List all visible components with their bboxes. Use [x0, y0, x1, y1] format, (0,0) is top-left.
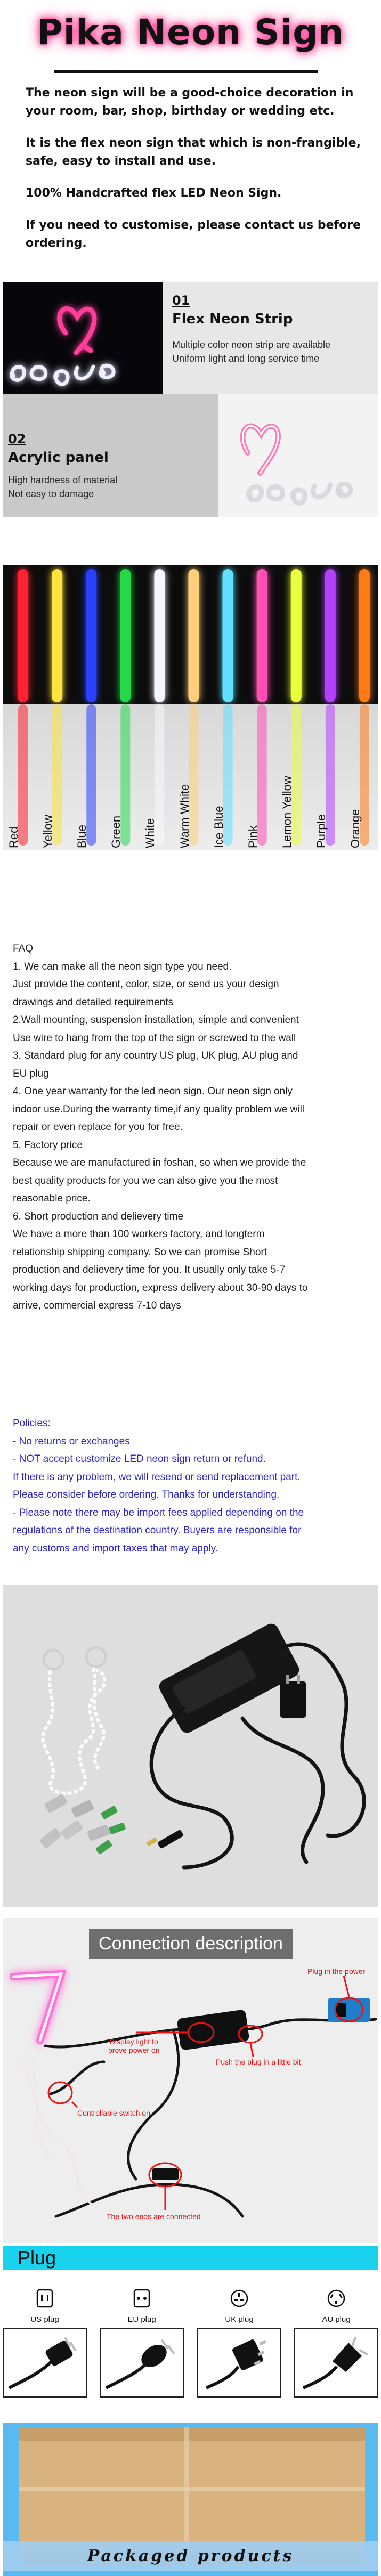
page-title: Pika Neon Sign [37, 12, 344, 53]
intro-paragraph: 100% Handcrafted flex LED Neon Sign. [26, 186, 282, 200]
color-label: Warm White [177, 784, 191, 848]
lit-strip [223, 569, 233, 702]
faq-line: arrive, commercial express 7-10 days [13, 1300, 181, 1311]
policy-line: - NOT accept customize LED neon sign return or refund. [13, 1453, 266, 1465]
plug-label: US plug [30, 2315, 59, 2324]
annotation-controllable-switch: Controllable switch on [77, 2109, 150, 2117]
plug-eu [100, 2286, 184, 2403]
feature-flex-neon-strip [3, 282, 378, 394]
acrylic-panel-photo [218, 394, 378, 517]
faq-line: 6. Short production and delievery time [13, 1210, 184, 1222]
feature-number: 01 [172, 293, 190, 308]
annotation-plug-in: Plug in the power [307, 1967, 366, 1976]
plug-heading-bar [3, 2246, 378, 2270]
annotation-display-light: Display light to prove power on [108, 2037, 160, 2054]
faq-line: reasonable price. [13, 1193, 91, 1204]
policy-line: - Please note there may be import fees applied depending on the [13, 1507, 304, 1518]
intro-paragraph: It is the flex neon sign that which is non-frangible, safe, easy to install and use. [26, 136, 361, 168]
color-label: Ice Blue [212, 806, 225, 848]
faq-line: production and delievery time for you. It usually only take 5-7 [13, 1264, 286, 1275]
color-label: White [143, 818, 157, 848]
faq-line: Just provide the content, color, size, or send us your design [13, 979, 279, 990]
policies-heading: Policies: [13, 1418, 51, 1429]
faq-line: working days for production, express delivery about 30-90 days to [13, 1282, 308, 1294]
feature-text [8, 432, 210, 501]
connection-title: Connection description [89, 1929, 293, 1959]
feature-acrylic-panel [3, 394, 378, 517]
policy-line: any customs and import taxes that may apply. [13, 1542, 218, 1554]
lit-strip [86, 569, 96, 702]
title-underline [54, 70, 318, 73]
lit-strip [189, 569, 199, 702]
faq-section [13, 940, 370, 1315]
lit-strip [291, 569, 302, 702]
plug-label: UK plug [225, 2315, 254, 2324]
unlit-strip [257, 704, 267, 846]
accessories-photo [3, 1585, 378, 1907]
feature-description [8, 473, 210, 501]
faq-line: We have a more than 100 workers factory, and longterm [13, 1229, 265, 1240]
feature-title: Flex Neon Strip [172, 311, 293, 327]
color-label: Lemon Yellow [280, 776, 294, 848]
policy-line: If there is any problem, we will resend or send replacement part. [13, 1471, 301, 1483]
plug-label: AU plug [322, 2315, 351, 2324]
lit-strip [257, 569, 267, 702]
unlit-strip [18, 704, 28, 846]
lit-strip [18, 569, 28, 702]
lit-strip [52, 569, 62, 702]
faq-line: Use wire to hang from the top of the sign or screwed to the wall [13, 1032, 296, 1044]
plug-us [3, 2286, 87, 2403]
annotation-two-ends: The two ends are connected [107, 2212, 201, 2221]
feature-desc-line: Multiple color neon strip are available [172, 339, 331, 350]
faq-line: best quality products for you we can also give you the most [13, 1175, 278, 1187]
faq-line: repair or even replace for you for free. [13, 1122, 183, 1133]
plug-heading: Plug [18, 2247, 56, 2269]
feature-title: Acrylic panel [8, 450, 109, 466]
faq-line: 3. Standard plug for any country US plug, UK plug, AU plug and [13, 1050, 298, 1061]
plug-au [294, 2286, 378, 2403]
faq-line: 4. One year warranty for the led neon sign. Our neon sign only [13, 1086, 293, 1097]
policy-line: regulations of the destination country. Buyers are responsible for [13, 1525, 302, 1536]
policy-line: Please consider before ordering. Thanks for understanding. [13, 1489, 280, 1500]
lit-strip [120, 569, 131, 702]
faq-line: 2.Wall mounting, suspension installation, simple and convenient [13, 1014, 299, 1026]
connection-description-section [3, 1918, 378, 2243]
policies-section [13, 1415, 370, 1557]
us-plug-icon [34, 2288, 55, 2309]
intro-paragraph: The neon sign will be a good-choice decoration in your room, bar, shop, birthday or wedding etc. [26, 86, 354, 118]
faq-line: 5. Factory price [13, 1139, 83, 1151]
intro-text [26, 84, 367, 266]
feature-desc-line: Uniform light and long service time [172, 353, 320, 364]
au-plug-icon [326, 2288, 347, 2309]
plug-types [3, 2286, 378, 2403]
feature-description [172, 338, 375, 365]
faq-line: EU plug [13, 1068, 49, 1079]
color-label: Orange [348, 809, 362, 848]
intro-paragraph: If you need to customise, please contact us before ordering. [26, 218, 361, 250]
feature-desc-line: High hardness of material [8, 475, 118, 485]
title-section [0, 0, 381, 80]
unlit-strips-photo [3, 704, 378, 850]
faq-line: relationship shipping company. So we can promise Short [13, 1246, 267, 1258]
faq-line: indoor use.During the warranty time,if any quality problem we will [13, 1103, 305, 1115]
neon-strip-photo [3, 282, 163, 394]
plug-uk [197, 2286, 281, 2403]
color-label: Blue [75, 824, 89, 848]
faq-line: Because we are manufactured in foshan, so when we provide the [13, 1157, 306, 1168]
lit-strip [359, 569, 370, 702]
uk-plug-photo [197, 2328, 281, 2398]
policy-line: - No returns or exchanges [13, 1435, 130, 1447]
lit-strip [154, 569, 165, 702]
packaged-products-label: Packaged products [3, 2541, 378, 2571]
uk-plug-icon [229, 2288, 250, 2309]
plug-label: EU plug [127, 2315, 156, 2324]
color-label: Yellow [41, 815, 55, 848]
faq-line: 1. We can make all the neon sign type you need. [13, 961, 232, 972]
faq-line: drawings and detailed requirements [13, 996, 174, 1008]
color-label: Pink [246, 825, 260, 848]
faq-heading: FAQ [13, 943, 34, 954]
neon-color-samples [3, 565, 378, 850]
feature-number: 02 [8, 432, 26, 446]
lit-strip [325, 569, 336, 702]
au-plug-photo [294, 2328, 378, 2398]
eu-plug-photo [100, 2328, 184, 2398]
color-label: Red [7, 826, 21, 848]
color-label: Purple [314, 814, 328, 848]
us-plug-photo [3, 2328, 87, 2398]
feature-text [172, 293, 375, 365]
feature-desc-line: Not easy to damage [8, 489, 94, 499]
lit-strips-photo [3, 565, 378, 704]
eu-plug-icon [131, 2288, 152, 2309]
annotation-push-plug: Push the plug in a little bit [216, 2058, 301, 2066]
color-label: Green [109, 815, 123, 848]
packaged-products-section [3, 2423, 378, 2576]
